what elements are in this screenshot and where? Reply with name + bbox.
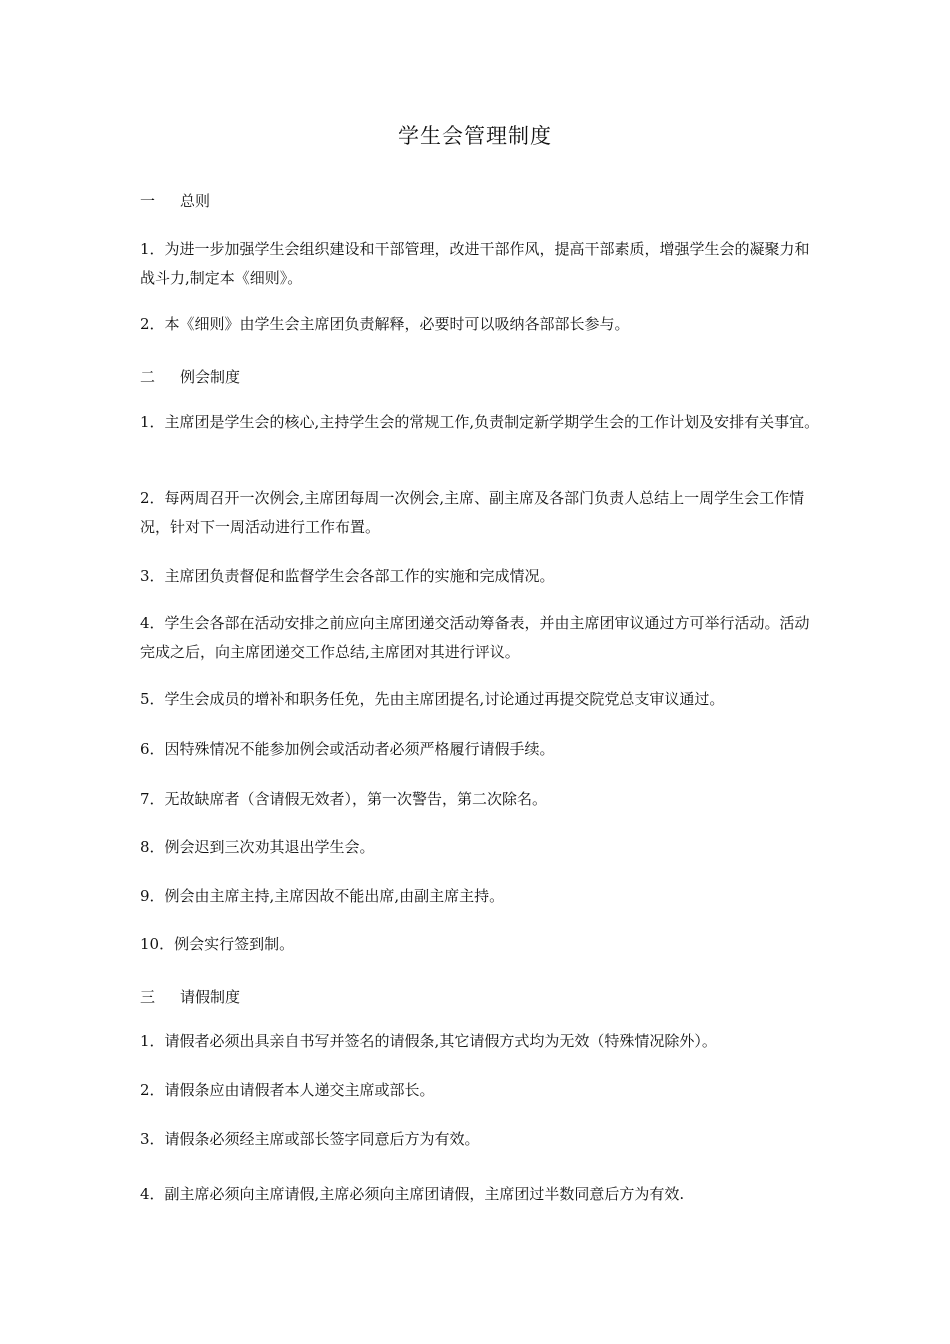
- section-heading-leave: [140, 986, 240, 1007]
- paragraph-item: 10．例会实行签到制。: [140, 935, 295, 953]
- section-heading-general: [140, 190, 210, 211]
- paragraph-item: 2．每两周召开一次例会,主席团每周一次例会,主席、副主席及各部门负责人总结上一周学生会工作情况，针对下一周活动进行工作布置。: [140, 489, 805, 536]
- paragraph-item: 4．副主席必须向主席请假,主席必须向主席团请假，主席团过半数同意后方为有效.: [140, 1185, 685, 1203]
- section-heading-meetings: [140, 366, 240, 387]
- paragraph-item: 5．学生会成员的增补和职务任免，先由主席团提名,讨论通过再提交院党总支审议通过。: [140, 690, 725, 708]
- paragraph-item: 6．因特殊情况不能参加例会或活动者必须严格履行请假手续。: [140, 740, 555, 758]
- paragraph-item: 4．学生会各部在活动安排之前应向主席团递交活动筹备表，并由主席团审议通过方可举行活动。活动完成之后，向主席团递交工作总结,主席团对其进行评议。: [140, 614, 810, 661]
- paragraph-item: 7．无故缺席者（含请假无效者），第一次警告，第二次除名。: [140, 790, 548, 808]
- paragraph-item: 9．例会由主席主持,主席因故不能出席,由副主席主持。: [140, 887, 505, 905]
- paragraph-item: 2．本《细则》由学生会主席团负责解释，必要时可以吸纳各部部长参与。: [140, 315, 630, 333]
- section-number: 三: [140, 988, 156, 1006]
- paragraph-item: 1．为进一步加强学生会组织建设和干部管理，改进干部作风，提高干部素质，增强学生会的凝聚力和战斗力,制定本《细则》。: [140, 240, 810, 287]
- section-title: 请假制度: [180, 988, 241, 1006]
- paragraph-item: 1．主席团是学生会的核心,主持学生会的常规工作,负责制定新学期学生会的工作计划及安排有关事宜。: [140, 413, 820, 431]
- paragraph-item: 3．请假条必须经主席或部长签字同意后方为有效。: [140, 1130, 480, 1148]
- document-title: 学生会管理制度: [398, 124, 552, 148]
- paragraph-item: 8．例会迟到三次劝其退出学生会。: [140, 838, 375, 856]
- paragraph-item: 3．主席团负责督促和监督学生会各部工作的实施和完成情况。: [140, 567, 555, 585]
- section-number: 一: [140, 192, 156, 210]
- paragraph-item: 2．请假条应由请假者本人递交主席或部长。: [140, 1081, 435, 1099]
- paragraph-item: 1．请假者必须出具亲自书写并签名的请假条,其它请假方式均为无效（特殊情况除外）。: [140, 1032, 717, 1050]
- section-title: 总则: [180, 192, 211, 210]
- section-title: 例会制度: [180, 368, 241, 386]
- section-number: 二: [140, 368, 156, 386]
